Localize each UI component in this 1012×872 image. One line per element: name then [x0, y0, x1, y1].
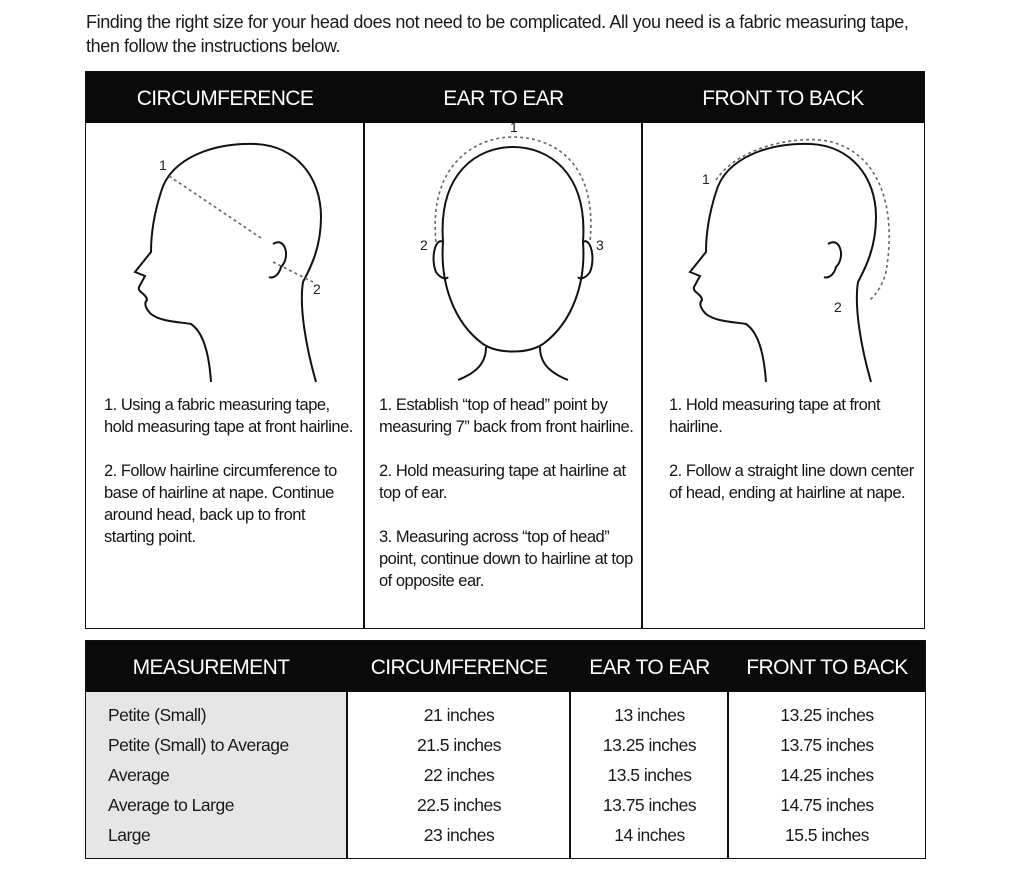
- size-label: Petite (Small): [108, 705, 207, 725]
- front-to-back-head-diagram: [676, 132, 906, 392]
- instruction-step: 2. Hold measuring tape at hairline at top of ear.: [379, 462, 626, 502]
- circumference-value: 22 inches: [423, 765, 495, 785]
- diagram-label: 2: [420, 237, 428, 253]
- front-to-back-value: 14.75 inches: [780, 795, 874, 815]
- table-row: [86, 700, 925, 730]
- ear-to-ear-value: 14 inches: [614, 825, 685, 845]
- front-to-back-value: 14.25 inches: [780, 765, 874, 785]
- size-label: Petite (Small) to Average: [108, 735, 289, 755]
- ear-to-ear-value: 13.75 inches: [602, 795, 697, 815]
- instruction-step: 1. Establish “top of head” point by measuring 7” back from front hairline.: [379, 396, 634, 436]
- guide-header: [86, 72, 924, 123]
- circumference-value: 23 inches: [423, 825, 495, 845]
- header-circumference: CIRCUMFERENCE: [370, 656, 548, 679]
- circumference-value: 22.5 inches: [416, 795, 501, 815]
- circumference-value: 21 inches: [423, 705, 495, 725]
- table-header: [86, 641, 925, 692]
- size-label: Large: [108, 825, 151, 845]
- diagram-label: 2: [834, 299, 842, 315]
- table-row: [86, 730, 925, 760]
- ear-to-ear-instructions: [379, 394, 634, 614]
- table-row: [86, 820, 925, 850]
- ear-to-ear-value: 13 inches: [614, 705, 685, 725]
- table-row: [86, 760, 925, 790]
- size-label: Average to Large: [108, 795, 234, 815]
- ear-to-ear-value: 13.25 inches: [602, 735, 697, 755]
- diagram-label: 1: [510, 119, 518, 135]
- intro-text: Finding the right size for your head does not need to be complicated. All you need is a fabric measuring tape, then follow the instructions below.: [86, 12, 909, 56]
- guide-title-ear-to-ear: EAR TO EAR: [443, 87, 564, 110]
- front-to-back-value: 13.75 inches: [780, 735, 874, 755]
- measuring-guide: [85, 71, 925, 629]
- circumference-head-diagram: [121, 132, 351, 392]
- instruction-step: 1. Using a fabric measuring tape, hold measuring tape at front hairline.: [104, 396, 353, 436]
- circumference-instructions: [104, 394, 354, 570]
- header-measurement: MEASUREMENT: [132, 656, 290, 679]
- circumference-value: 21.5 inches: [416, 735, 501, 755]
- guide-title-front-to-back: FRONT TO BACK: [702, 87, 864, 110]
- front-to-back-instructions: [669, 394, 914, 526]
- front-to-back-value: 13.25 inches: [780, 705, 874, 725]
- instruction-step: 2. Follow hairline circumference to base of hairline at nape. Continue around head, back up to front starting point.: [104, 462, 337, 546]
- instruction-step: 2. Follow a straight line down center of head, ending at hairline at nape.: [669, 462, 914, 502]
- diagram-label: 2: [313, 281, 321, 297]
- diagram-label: 3: [596, 237, 604, 253]
- diagram-label: 1: [159, 157, 167, 173]
- guide-divider: [641, 123, 643, 628]
- table-row: [86, 790, 925, 820]
- guide-divider: [363, 123, 365, 628]
- header-front-to-back: FRONT TO BACK: [746, 656, 908, 679]
- diagram-label: 1: [702, 171, 710, 187]
- ear-to-ear-head-diagram: [398, 119, 628, 392]
- instruction-step: 1. Hold measuring tape at front hairline.: [669, 396, 881, 436]
- guide-title-circumference: CIRCUMFERENCE: [136, 87, 314, 110]
- ear-to-ear-value: 13.5 inches: [607, 765, 692, 785]
- instruction-step: 3. Measuring across “top of head” point, continue down to hairline at top of opposite ear.: [379, 528, 633, 590]
- size-label: Average: [108, 765, 170, 785]
- header-ear-to-ear: EAR TO EAR: [589, 656, 710, 679]
- size-chart-table: [85, 640, 926, 859]
- front-to-back-value: 15.5 inches: [784, 825, 869, 845]
